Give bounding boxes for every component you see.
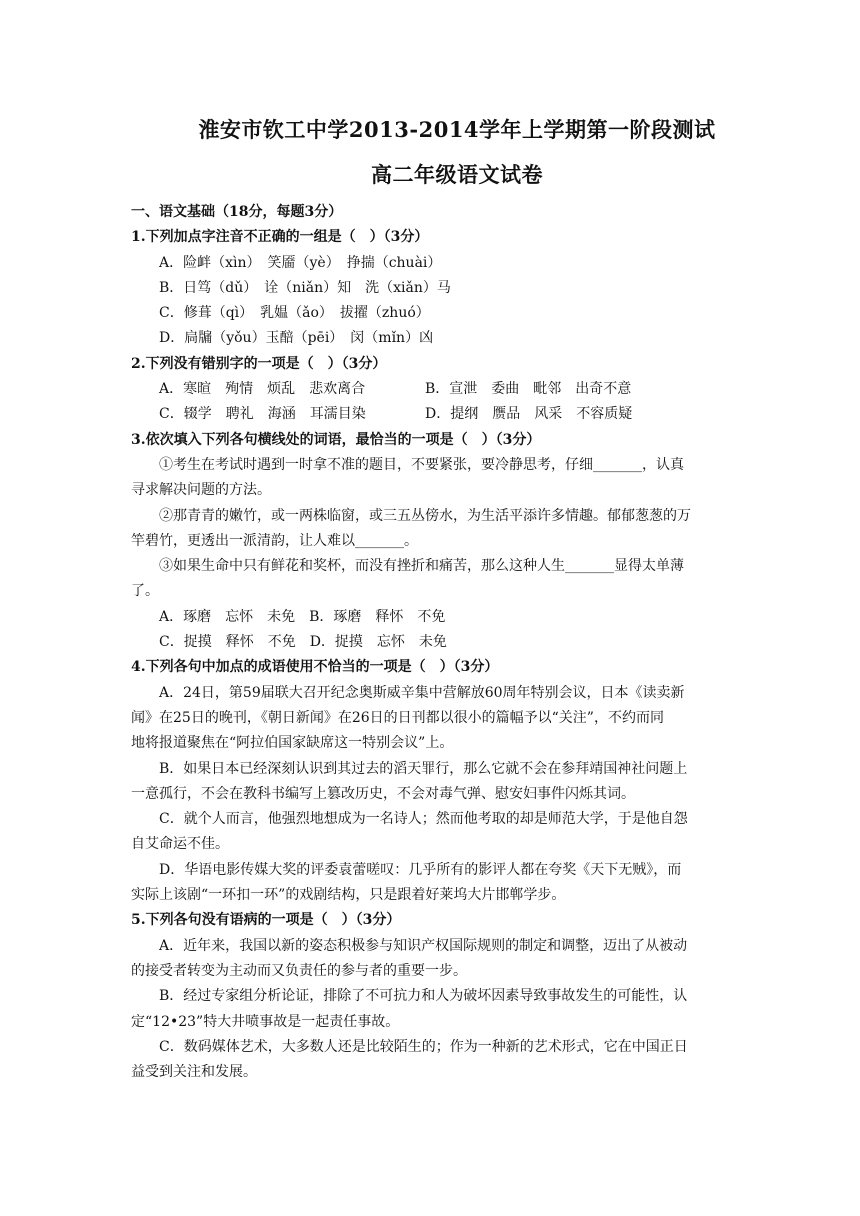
q2-option-b: B．宣泄 委曲 毗邻 出奇不意 — [425, 381, 632, 398]
q3-sentence-1-cont: 寻求解决问题的方法。 — [131, 482, 271, 499]
q2-stem: 2.下列没有错别字的一项是（ ）（3分） — [131, 355, 387, 372]
q2-option-a: A．寒暄 殉情 烦乱 悲欢离合 — [159, 381, 366, 398]
q3-sentence-3: ③如果生命中只有鲜花和奖杯，而没有挫折和痛苦，那么这种人生_______显得太单薄 — [159, 558, 684, 575]
q3-sentence-2: ②那青青的嫩竹，或一两株临窗，或三五丛傍水，为生活平添许多情趣。郁郁葱葱的万 — [159, 507, 691, 524]
q1-option-c: C．修葺（qì） 乳媪（ǎo） 拔擢（zhuó） — [159, 305, 430, 322]
q3-sentence-2-cont: 竿碧竹，更透出一派清韵，让人难以_______。 — [131, 532, 418, 549]
q5-option-a-cont: 的接受者转变为主动而又负责任的参与者的重要一步。 — [131, 962, 467, 979]
q5-option-b-cont: 定“12•23”特大井喷事故是一起责任事故。 — [131, 1013, 400, 1030]
q3-sentence-3-cont: 了。 — [131, 583, 159, 600]
q1-option-d: D．扃牖（yǒu）玉醅（pēi） 闵（mǐn）凶 — [159, 330, 434, 347]
q2-options-ab — [131, 377, 731, 402]
q5-option-c-cont: 益受到关注和发展。 — [131, 1064, 257, 1081]
q2-options-cd — [131, 402, 731, 427]
exam-title: 淮安市钦工中学2013-2014学年上学期第一阶段测试 — [198, 117, 716, 142]
q4-option-b-cont: 一意孤行，不会在教科书编写上篡改历史，不会对毒气弹、慰安妇事件闪烁其词。 — [131, 785, 635, 802]
q4-option-a-cont: 地将报道聚焦在“阿拉伯国家缺席这一特别会议”上。 — [131, 735, 454, 752]
exam-content — [131, 200, 731, 1085]
q4-option-c-cont: 自艾命运不佳。 — [131, 836, 229, 853]
q3-sentence-1: ①考生在考试时遇到一时拿不准的题目，不要紧张，要冷静思考，仔细_______，认真 — [159, 456, 684, 473]
q5-stem: 5.下列各句没有语病的一项是（ ）（3分） — [131, 912, 401, 929]
q3-options-cd: C．捉摸 释怀 不免 D．捉摸 忘怀 未免 — [159, 634, 447, 651]
q3-stem: 3.依次填入下列各句横线处的词语，最恰当的一项是（ ）（3分） — [131, 431, 541, 448]
q2-option-c: C．辍学 聘礼 海涵 耳濡目染 — [159, 406, 366, 423]
q1-stem: 1.下列加点字注音不正确的一组是（ ）（3分） — [131, 229, 429, 246]
q4-option-d: D．华语电影传媒大奖的评委袁蕾嗟叹：几乎所有的影评人都在夸奖《天下无贼》，而 — [159, 861, 682, 878]
q4-option-a-cont: 闻》在25日的晚刊，《朝日新闻》在26日的日刊都以很小的篇幅予以“关注”，不约而同 — [131, 709, 664, 726]
q4-option-d-cont: 实际上该剧“一环扣一环”的戏剧结构，只是跟着好莱坞大片邯郸学步。 — [131, 887, 566, 904]
q5-option-c: C．数码媒体艺术，大多数人还是比较陌生的；作为一种新的艺术形式，它在中国正日 — [159, 1038, 688, 1055]
q4-option-a: A．24日，第59届联大召开纪念奥斯威辛集中营解放60周年特别会议，日本《读卖新 — [159, 684, 685, 701]
q5-option-b: B．经过专家组分析论证，排除了不可抗力和人为破坏因素导致事故发生的可能性，认 — [159, 988, 688, 1005]
q2-option-d: D．提纲 赝品 风采 不容质疑 — [425, 406, 633, 423]
exam-subtitle: 高二年级语文试卷 — [371, 162, 543, 187]
q4-stem: 4.下列各句中加点的成语使用不恰当的一项是（ ）（3分） — [131, 659, 499, 676]
q1-option-a: A．险衅（xìn） 笑靥（yè） 挣揣（chuài） — [159, 254, 442, 271]
section-heading: 一、语文基础（18分，每题3分） — [131, 204, 343, 220]
q3-options-ab: A．琢磨 忘怀 未免 B．琢磨 释怀 不免 — [159, 608, 446, 625]
q4-option-c: C．就个人而言，他强烈地想成为一名诗人；然而他考取的却是师范大学，于是他自怨 — [159, 811, 688, 828]
q5-option-a: A．近年来，我国以新的姿态积极参与知识产权国际规则的制定和调整，迈出了从被动 — [159, 937, 688, 954]
q1-option-b: B．日笃（dǔ） 诠（niǎn）知 洗（xiǎn）马 — [159, 279, 451, 296]
q4-option-b: B．如果日本已经深刻认识到其过去的滔天罪行，那么它就不会在参拜靖国神社问题上 — [159, 760, 688, 777]
